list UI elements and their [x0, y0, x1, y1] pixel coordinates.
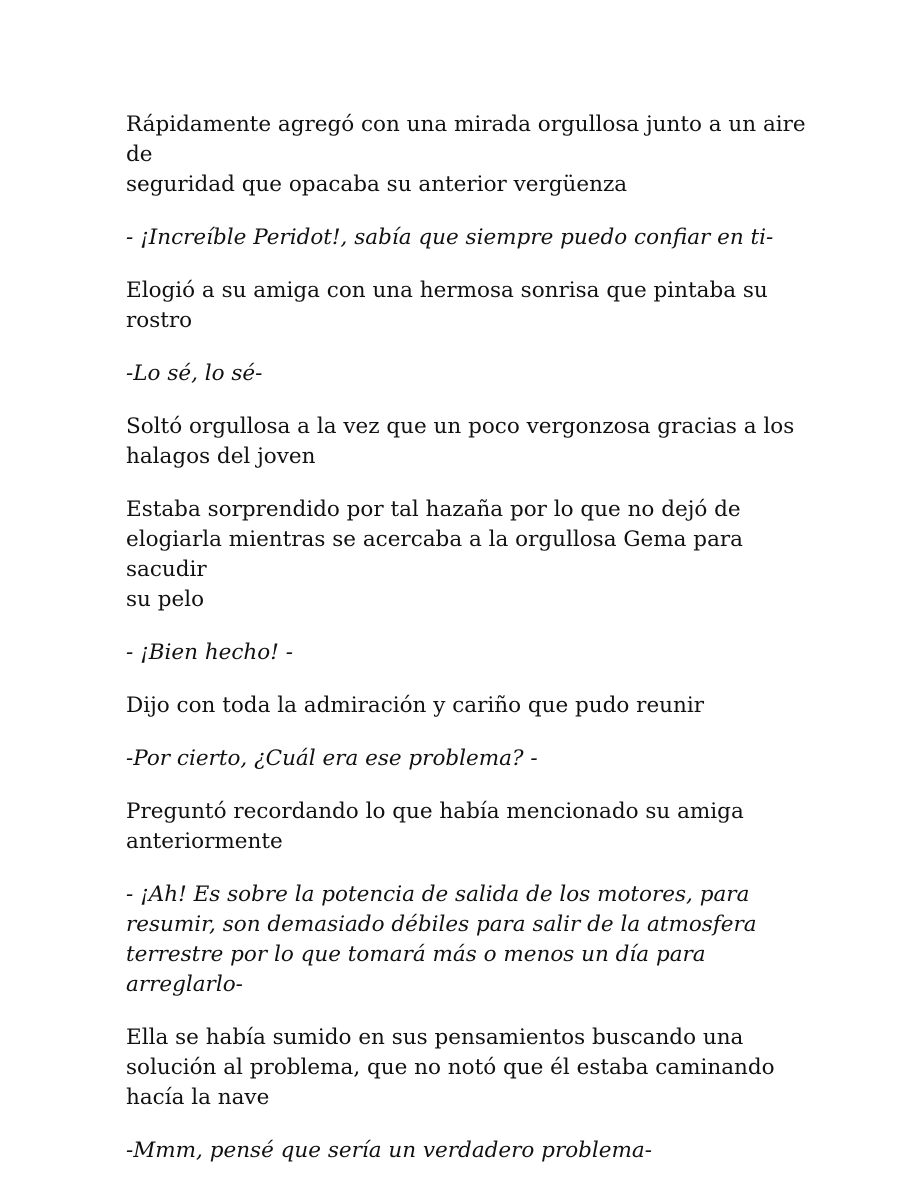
paragraph-12: Ella se había sumido en sus pensamientos buscando una solución al problema, que no notó que él estaba caminando hacía la nave: [126, 1025, 775, 1110]
document-body: [126, 110, 806, 1189]
paragraph-6: Estaba sorprendido por tal hazaña por lo que no dejó de elogiarla mientras se acercaba a la orgullosa Gema para sacudir su pelo: [126, 497, 743, 612]
paragraph-13: -Mmm, pensé que sería un verdadero problema-: [126, 1138, 652, 1163]
paragraph-8: Dijo con toda la admiración y cariño que pudo reunir: [126, 693, 705, 718]
paragraph-3: Elogió a su amiga con una hermosa sonrisa que pintaba su rostro: [126, 278, 768, 333]
paragraph-5: Soltó orgullosa a la vez que un poco vergonzosa gracias a los halagos del joven: [126, 414, 795, 469]
paragraph-1: Rápidamente agregó con una mirada orgullosa junto a un aire de seguridad que opacaba su anterior vergüenza: [126, 112, 806, 197]
paragraph-4: -Lo sé, lo sé-: [126, 361, 263, 386]
paragraph-9: -Por cierto, ¿Cuál era ese problema? -: [126, 746, 538, 771]
paragraph-10: Preguntó recordando lo que había mencionado su amiga anteriormente: [126, 799, 744, 854]
paragraph-2: - ¡Increíble Peridot!, sabía que siempre puedo confiar en ti-: [126, 225, 774, 250]
paragraph-7: - ¡Bien hecho! -: [126, 640, 293, 665]
paragraph-11: - ¡Ah! Es sobre la potencia de salida de los motores, para resumir, son demasiado débiles para salir de la atmosfera terrestre por lo que tomará más o menos un día para arreglarlo-: [126, 882, 757, 997]
